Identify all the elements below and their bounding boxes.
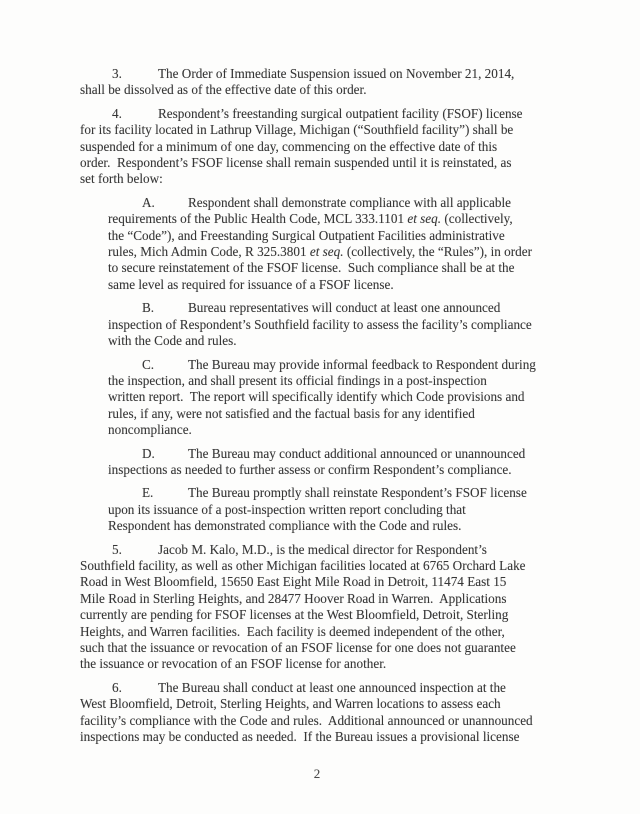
subparagraph-c [108, 357, 585, 439]
paragraph-text: The Bureau promptly shall reinstate Respondent’s FSOF license upon its issuance of a post-inspection written report concluding that Respondent has demonstrated compliance with the Code and rules. [108, 485, 527, 534]
subparagraph-letter: C. [142, 356, 155, 372]
subparagraph-letter: B. [142, 300, 155, 316]
subparagraph-e [108, 485, 585, 534]
paragraph-text: Respondent shall demonstrate compliance with all applicable requirements of the Public Health Code, MCL 333.1101 et seq. (collectively, the “Code”), and Freestanding Surgical Outpatient Facilities administrative rules, Mich Admin Code, R 325.3801 et seq. (collectively, the “Rules”), in order to secure reinstatement of the FSOF license. Such compliance shall be at the same level as required for issuance of a FSOF license. [108, 194, 533, 292]
paragraph-4 [80, 106, 585, 188]
subparagraph-a [108, 195, 585, 293]
paragraph-number: 3. [112, 66, 122, 81]
subparagraph-d [108, 446, 585, 479]
paragraph-5 [80, 542, 585, 673]
paragraph-text: The Bureau may provide informal feedback to Respondent during the inspection, and shall present its official findings in a post-inspection written report. The report will specifically identify which Code provisions and rules, if any, were not satisfied and the factual basis for any identified noncompliance. [108, 356, 536, 438]
paragraph-3 [80, 66, 585, 99]
paragraph-number: 6. [112, 679, 122, 695]
paragraph-text: Respondent’s freestanding surgical outpatient facility (FSOF) license for its facility located in Lathrup Village, Michigan (“Southfield facility”) shall be suspended for a minimum of one day, commencing on the effective date of this order. Respondent’s FSOF license shall remain suspended until it is reinstated, as set forth below: [80, 105, 523, 187]
paragraph-text: The Bureau shall conduct at least one announced inspection at the West Bloomfield, Detroit, Sterling Heights, and Warren locations to assess each facility’s compliance with the Code and rules. Additional announced or unannounced inspections may be conducted as needed. If the Bureau issues a provisional license [80, 679, 533, 745]
paragraph-number: 5. [112, 541, 122, 557]
paragraph-text: The Bureau may conduct additional announced or unannounced inspections as needed to further assess or confirm Respondent’s compliance. [108, 445, 526, 477]
subparagraph-letter: D. [142, 445, 155, 461]
document-body [80, 66, 585, 752]
paragraph-text: The Order of Immediate Suspension issued on November 21, 2014, shall be dissolved as of the effective date of this order. [80, 66, 515, 98]
subparagraph-letter: A. [142, 194, 155, 210]
page-footer [0, 766, 634, 782]
paragraph-text: Bureau representatives will conduct at least one announced inspection of Respondent’s Southfield facility to assess the facility’s compliance with the Code and rules. [108, 300, 532, 349]
subparagraph-b [108, 300, 585, 349]
paragraph-6 [80, 680, 585, 746]
paragraph-number: 4. [112, 105, 122, 121]
page-number: 2 [313, 766, 321, 781]
paragraph-text: Jacob M. Kalo, M.D., is the medical director for Respondent’s Southfield facility, as well as other Michigan facilities located at 6765 Orchard Lake Road in West Bloomfield, 15650 East Eight Mile Road in Detroit, 11474 East 15 Mile Road in Sterling Heights, and 28477 Hoover Road in Warren. Applications currently are pending for FSOF licenses at the West Bloomfield, Detroit, Sterling Heights, and Warren facilities. Each facility is deemed independent of the other, such that the issuance or revocation of an FSOF license for one does not guarantee the issuance or revocation of an FSOF license for another. [80, 541, 526, 672]
subparagraph-letter: E. [142, 485, 154, 501]
